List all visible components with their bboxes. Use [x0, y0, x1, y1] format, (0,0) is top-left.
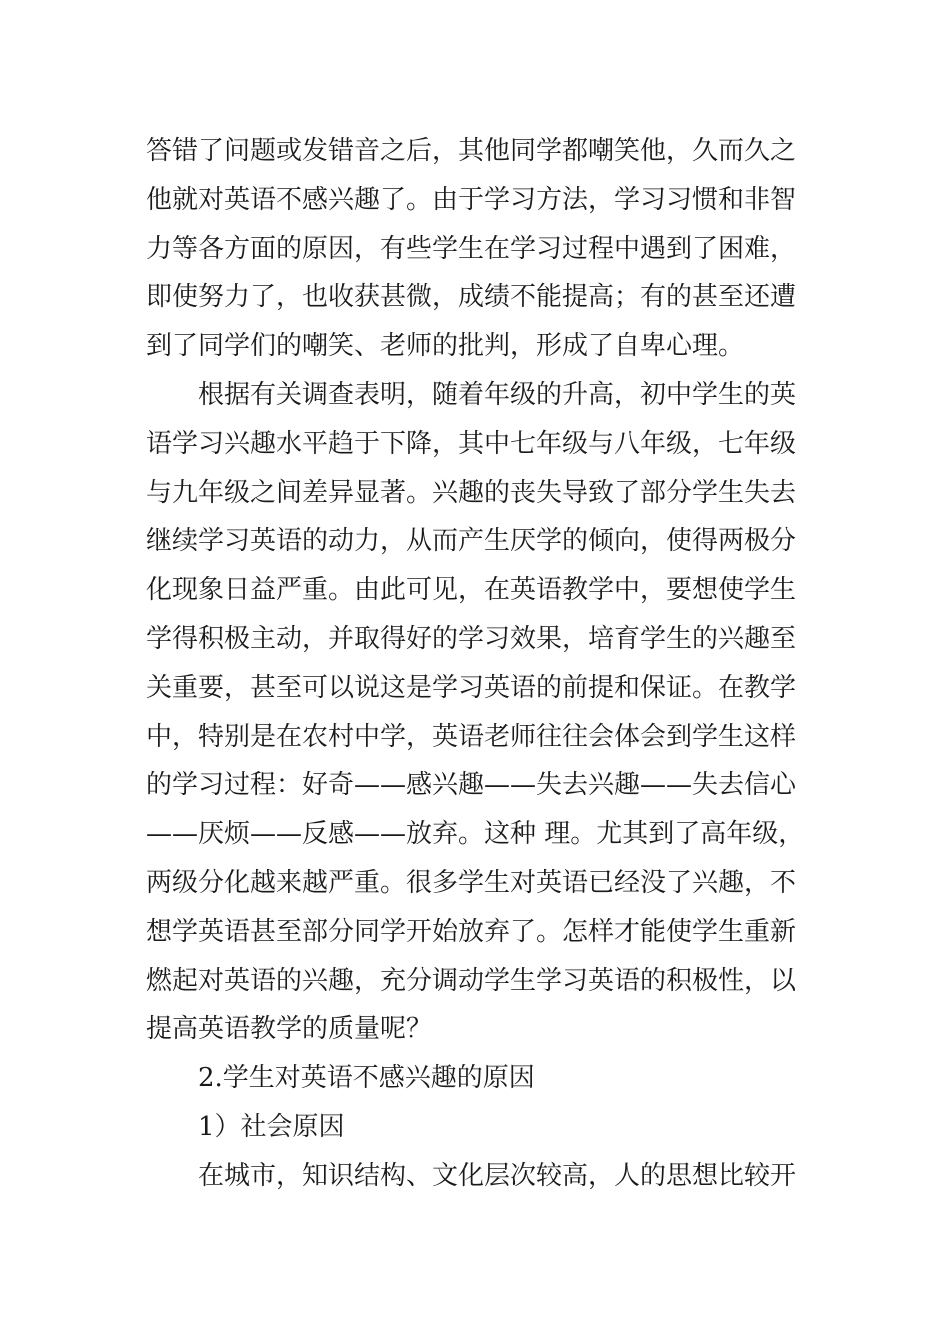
text-line: 的学习过程：好奇——感兴趣——失去兴趣——失去信心 [146, 770, 797, 801]
body-text [146, 127, 806, 1201]
text-line: 他就对英语不感兴趣了。由于学习方法，学习习惯和非智 [146, 184, 797, 215]
subsection-heading: 1）社会原因 [198, 1111, 345, 1142]
text-line: 语学习兴趣水平趋于下降，其中七年级与八年级，七年级 [146, 428, 797, 459]
text-line: 燃起对英语的兴趣，充分调动学生学习英语的积极性，以 [146, 965, 797, 996]
paragraph-start-line: 在城市，知识结构、文化层次较高，人的思想比较开 [198, 1160, 797, 1191]
text-line: 中，特别是在农村中学，英语老师往往会体会到学生这样 [146, 721, 797, 752]
paragraph-start-line: 根据有关调查表明，随着年级的升高，初中学生的英 [198, 379, 797, 410]
text-line: 与九年级之间差异显著。兴趣的丧失导致了部分学生失去 [146, 477, 797, 508]
text-line: 到了同学们的嘲笑、老师的批判，形成了自卑心理。 [146, 331, 745, 362]
text-line: 即使努力了，也收获甚微，成绩不能提高；有的甚至还遭 [146, 282, 797, 313]
text-line: 想学英语甚至部分同学开始放弃了。怎样才能使学生重新 [146, 916, 797, 947]
text-line: 两级分化越来越严重。很多学生对英语已经没了兴趣，不 [146, 867, 797, 898]
text-line: 关重要，甚至可以说这是学习英语的前提和保证。在教学 [146, 672, 797, 703]
text-line: 化现象日益严重。由此可见，在英语教学中，要想使学生 [146, 575, 797, 606]
section-heading: 2.学生对英语不感兴趣的原因 [198, 1063, 535, 1094]
text-line: 提高英语教学的质量呢？ [146, 1014, 433, 1045]
text-line: 力等各方面的原因，有些学生在学习过程中遇到了困难， [146, 233, 797, 264]
text-line: 继续学习英语的动力，从而产生厌学的倾向，使得两极分 [146, 526, 797, 557]
text-line: 答错了问题或发错音之后，其他同学都嘲笑他，久而久之 [146, 136, 797, 166]
text-line: ——厌烦——反感——放弃。这种 理。尤其到了高年级， [146, 819, 805, 850]
text-line: 学得积极主动，并取得好的学习效果，培育学生的兴趣至 [146, 623, 797, 654]
